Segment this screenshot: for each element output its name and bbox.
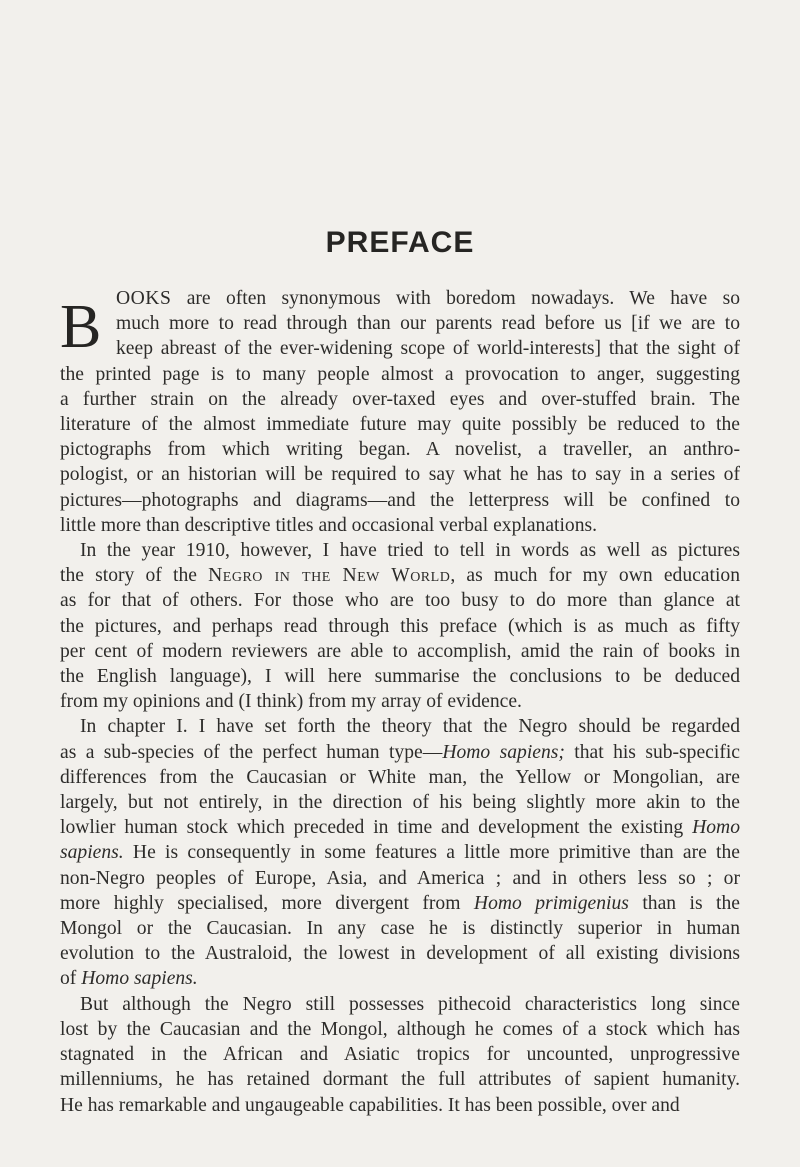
text-line (60, 765, 740, 790)
text-run: keep abreast of the ever-widening scope of world-interests] that the sight of (116, 338, 740, 360)
text-run: He is consequently in some features a little more primitive than are the (123, 842, 740, 864)
text-line (60, 513, 740, 538)
text-line (60, 790, 740, 815)
text-line (60, 1093, 740, 1118)
text-run: In the year 1910, however, I have tried to tell in words as well as pictures (80, 540, 740, 562)
text-run: little more than descriptive titles and occasional verbal explanations. (60, 514, 598, 536)
text-run: millenniums, he has retained dormant the full attributes of sapient humanity. (60, 1069, 740, 1091)
text-run: the story of the (60, 565, 209, 587)
text-line (60, 992, 740, 1017)
small-caps-run: Negro in the New World (208, 565, 451, 587)
text-run: largely, but not entirely, in the direction of his being slightly more akin to the (60, 792, 740, 814)
text-line (60, 891, 740, 916)
text-run: differences from the Caucasian or White man, the Yellow or Mongolian, are (60, 766, 740, 788)
text-run: evolution to the Australoid, the lowest in development of all existing divisions (60, 943, 740, 965)
text-run: the printed page is to many people almost a provocation to anger, suggesting (60, 363, 740, 385)
text-run: In chapter I. I have set forth the theory that the Negro should be regarded (80, 716, 740, 738)
text-line (60, 462, 740, 487)
italic-run: Homo sapiens. (81, 968, 198, 990)
text-line (60, 538, 740, 563)
text-line (60, 966, 740, 991)
italic-run: Homo primigenius (473, 892, 629, 914)
paragraph (60, 714, 740, 991)
text-run: Mongol or the Caucasian. In any case he is distinctly superior in human (60, 918, 740, 940)
text-line (60, 840, 740, 865)
text-line (60, 362, 740, 387)
text-run: of (60, 968, 82, 990)
text-line (60, 286, 740, 311)
text-line (60, 437, 740, 462)
text-run: stagnated in the African and Asiatic tropics for uncounted, unprogressive (60, 1044, 740, 1066)
text-line (60, 614, 740, 639)
italic-run: sapiens. (60, 842, 124, 864)
text-line (60, 689, 740, 714)
text-run: lost by the Caucasian and the Mongol, although he comes of a stock which has (60, 1018, 740, 1040)
text-line (60, 563, 740, 588)
text-run: But although the Negro still possesses pithecoid characteristics long since (80, 993, 740, 1015)
text-line (60, 714, 740, 739)
paragraph (60, 286, 740, 538)
text-run: pictures—photographs and diagrams—and the letterpress will be confined to (60, 489, 740, 511)
text-line (60, 1017, 740, 1042)
text-line (60, 588, 740, 613)
text-run: per cent of modern reviewers are able to accomplish, amid the rain of books in (60, 640, 740, 662)
text-run: pologist, or an historian will be required to say what he has to say in a series of (60, 464, 740, 486)
text-run: non-Negro peoples of Europe, Asia, and America ; and in others less so ; or (60, 867, 740, 889)
text-run: , as much for my own education (450, 565, 740, 587)
text-run: pictographs from which writing began. A novelist, a traveller, an anthro- (60, 439, 740, 461)
text-line (60, 311, 740, 336)
text-run: that his sub-specific (564, 741, 740, 763)
paragraph (60, 538, 740, 714)
text-line (60, 866, 740, 891)
text-run: the English language), I will here summarise the conclusions to be deduced (60, 666, 740, 688)
text-line (60, 1042, 740, 1067)
text-run: as a sub-species of the perfect human type— (60, 741, 443, 763)
text-run: much more to read through than our parents read before us [if we are to (116, 313, 740, 335)
text-line (60, 1067, 740, 1092)
text-line (60, 740, 740, 765)
body-text (60, 286, 740, 1118)
paragraph (60, 992, 740, 1118)
text-line (60, 664, 740, 689)
small-caps-run: OOKS (116, 288, 172, 309)
text-run: a further strain on the already over-taxed eyes and over-stuffed brain. The (60, 388, 740, 410)
text-run: from my opinions and (I think) from my array of evidence. (60, 691, 522, 713)
text-line (60, 412, 740, 437)
drop-cap: B (60, 293, 102, 361)
italic-run: Homo (692, 817, 740, 839)
text-line (60, 639, 740, 664)
text-run: He has remarkable and ungaugeable capabilities. It has been possible, over and (60, 1094, 680, 1116)
italic-run: Homo sapiens; (442, 741, 565, 763)
text-run: more highly specialised, more divergent from (60, 892, 474, 914)
text-run: the pictures, and perhaps read through this preface (which is as much as fifty (60, 615, 740, 637)
text-run: as for that of others. For those who are too busy to do more than glance at (60, 590, 740, 612)
text-line (60, 815, 740, 840)
text-run: are often synonymous with boredom nowadays. We have so (171, 288, 740, 309)
text-run: lowlier human stock which preceded in time and development the existing (60, 817, 693, 839)
text-line (60, 941, 740, 966)
text-line (60, 336, 740, 361)
text-run: literature of the almost immediate future may quite possibly be reduced to the (60, 414, 740, 436)
text-run: than is the (628, 892, 740, 914)
text-line (60, 488, 740, 513)
text-line (60, 387, 740, 412)
page-title: PREFACE (325, 226, 475, 259)
text-line (60, 916, 740, 941)
